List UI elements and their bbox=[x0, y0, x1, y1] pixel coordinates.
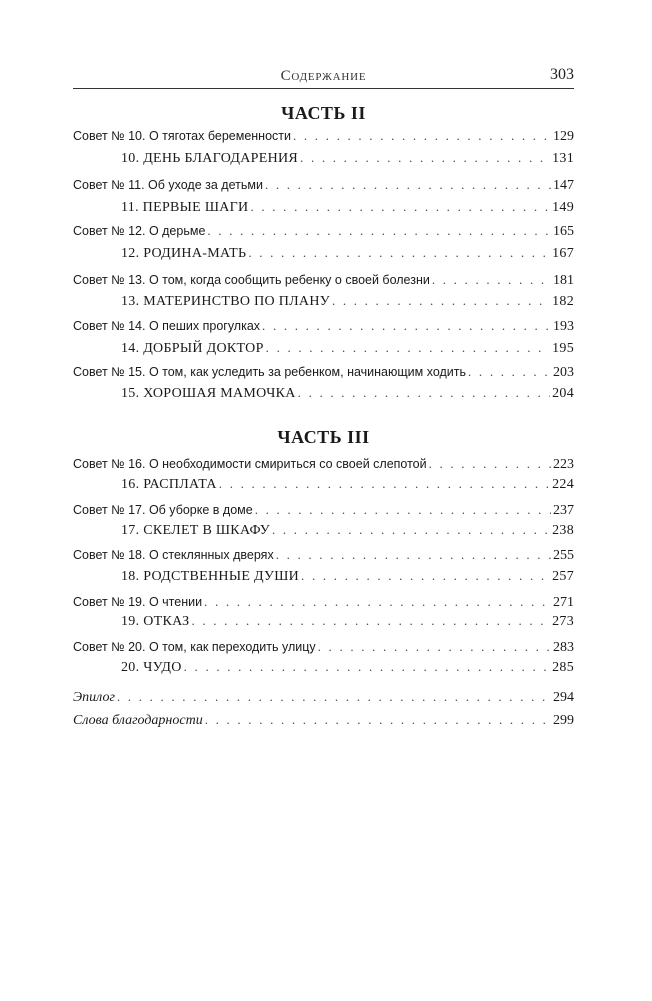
toc-entry[interactable] bbox=[73, 272, 574, 292]
leader-dots bbox=[301, 568, 550, 584]
entry-title: Совет № 17. Об уборке в доме bbox=[73, 503, 253, 517]
entry-page: 195 bbox=[552, 341, 574, 356]
entry-title: 12. РОДИНА-МАТЬ bbox=[121, 246, 247, 261]
toc-entry[interactable] bbox=[73, 293, 574, 313]
entry-title: Совет № 14. О пеших прогулках bbox=[73, 319, 261, 333]
leader-dots bbox=[219, 476, 550, 492]
toc-entry[interactable] bbox=[73, 639, 574, 659]
toc-entry[interactable] bbox=[73, 568, 574, 588]
leader-dots bbox=[429, 456, 551, 472]
entry-page: 285 bbox=[552, 660, 574, 675]
leader-dots bbox=[250, 199, 550, 215]
entry-page: 294 bbox=[553, 690, 574, 705]
leader-dots bbox=[117, 689, 551, 705]
entry-page: 257 bbox=[552, 569, 574, 584]
toc-entry[interactable] bbox=[73, 594, 574, 614]
entry-page: 238 bbox=[552, 523, 574, 538]
entry-page: 255 bbox=[553, 548, 574, 563]
leader-dots bbox=[205, 712, 551, 728]
part-3-title: ЧАСТЬ III bbox=[277, 427, 370, 447]
entry-title: Совет № 12. О дерьме bbox=[73, 224, 206, 238]
toc-entry[interactable] bbox=[73, 364, 574, 384]
leader-dots bbox=[298, 385, 550, 401]
toc-entry[interactable] bbox=[73, 318, 574, 338]
leader-dots bbox=[184, 659, 550, 675]
entry-title: 13. МАТЕРИНСТВО ПО ПЛАНУ bbox=[121, 294, 330, 309]
entry-page: 273 bbox=[552, 614, 574, 629]
entry-title: 10. ДЕНЬ БЛАГОДАРЕНИЯ bbox=[121, 151, 299, 166]
entry-title: 19. ОТКАЗ bbox=[121, 614, 190, 629]
entry-page: 224 bbox=[552, 477, 574, 492]
entry-page: 165 bbox=[553, 224, 574, 239]
entry-page: 181 bbox=[553, 273, 574, 288]
entry-title: Эпилог bbox=[73, 690, 115, 705]
leader-dots bbox=[255, 502, 551, 518]
leader-dots bbox=[293, 128, 551, 144]
entry-title: 14. ДОБРЫЙ ДОКТОР bbox=[121, 341, 264, 356]
toc-entry[interactable] bbox=[73, 502, 574, 522]
leader-dots bbox=[276, 547, 551, 563]
entry-page: 193 bbox=[553, 319, 574, 334]
leader-dots bbox=[318, 639, 551, 655]
leader-dots bbox=[300, 150, 550, 166]
entry-title: Совет № 19. О чтении bbox=[73, 595, 203, 609]
leader-dots bbox=[262, 318, 551, 334]
leader-dots bbox=[272, 522, 550, 538]
entry-title: 20. ЧУДО bbox=[121, 660, 182, 675]
entry-title: 15. ХОРОШАЯ МАМОЧКА bbox=[121, 386, 296, 401]
entry-title: 17. СКЕЛЕТ В ШКАФУ bbox=[121, 523, 270, 538]
entry-page: 167 bbox=[552, 246, 574, 261]
toc-entry[interactable] bbox=[73, 476, 574, 496]
leader-dots bbox=[248, 245, 550, 261]
toc-entry-epilogue[interactable] bbox=[73, 689, 574, 709]
running-head-title: Содержание bbox=[280, 68, 367, 84]
leader-dots bbox=[191, 613, 550, 629]
entry-page: 271 bbox=[553, 595, 574, 610]
running-head bbox=[73, 66, 574, 89]
toc-entry[interactable] bbox=[73, 128, 574, 148]
entry-page: 149 bbox=[552, 200, 574, 215]
leader-dots bbox=[265, 177, 551, 193]
toc-entry[interactable] bbox=[73, 456, 574, 476]
entry-page: 283 bbox=[553, 640, 574, 655]
entry-title: Совет № 10. О тяготах беременности bbox=[73, 129, 291, 143]
entry-title: Совет № 15. О том, как уследить за ребенком, начинающим ходить bbox=[73, 365, 467, 379]
entry-title: 18. РОДСТВЕННЫЕ ДУШИ bbox=[121, 569, 300, 584]
part-2-title: ЧАСТЬ II bbox=[281, 103, 366, 123]
toc-entry[interactable] bbox=[73, 245, 574, 265]
toc-entry[interactable] bbox=[73, 547, 574, 567]
entry-page: 129 bbox=[553, 129, 574, 144]
toc-entry[interactable] bbox=[73, 613, 574, 633]
entry-page: 204 bbox=[552, 386, 574, 401]
entry-page: 131 bbox=[552, 151, 574, 166]
page-number: 303 bbox=[550, 66, 574, 83]
toc-entry[interactable] bbox=[73, 340, 574, 360]
entry-page: 237 bbox=[553, 503, 574, 518]
leader-dots bbox=[204, 594, 551, 610]
toc-entry[interactable] bbox=[73, 177, 574, 197]
entry-title: 11. ПЕРВЫЕ ШАГИ bbox=[121, 200, 249, 215]
leader-dots bbox=[207, 223, 551, 239]
entry-page: 147 bbox=[553, 178, 574, 193]
leader-dots bbox=[332, 293, 550, 309]
entry-title: Совет № 16. О необходимости смириться со своей слепотой bbox=[73, 457, 427, 471]
entry-title: Совет № 18. О стеклянных дверях bbox=[73, 548, 274, 562]
toc-entry[interactable] bbox=[73, 522, 574, 542]
toc-entry[interactable] bbox=[73, 150, 574, 170]
toc-entry-acknowledgements[interactable] bbox=[73, 712, 574, 732]
entry-title: Совет № 11. Об уходе за детьми bbox=[73, 178, 263, 192]
leader-dots bbox=[266, 340, 550, 356]
toc-entry[interactable] bbox=[73, 199, 574, 219]
entry-title: Слова благодарности bbox=[73, 713, 203, 728]
toc-entry[interactable] bbox=[73, 223, 574, 243]
entry-title: Совет № 20. О том, как переходить улицу bbox=[73, 640, 316, 654]
toc-entry[interactable] bbox=[73, 659, 574, 679]
leader-dots bbox=[468, 364, 551, 380]
entry-title: 16. РАСПЛАТА bbox=[121, 477, 217, 492]
entry-title: Совет № 13. О том, когда сообщить ребенку о своей болезни bbox=[73, 273, 430, 287]
entry-page: 223 bbox=[553, 457, 574, 472]
entry-page: 203 bbox=[553, 365, 574, 380]
entry-page: 299 bbox=[553, 713, 574, 728]
entry-page: 182 bbox=[552, 294, 574, 309]
toc-entry[interactable] bbox=[73, 385, 574, 405]
leader-dots bbox=[432, 272, 551, 288]
